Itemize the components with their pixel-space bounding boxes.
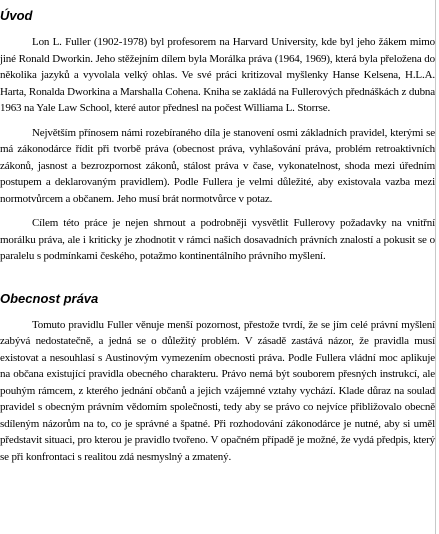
page-edge-divider bbox=[435, 0, 436, 534]
paragraph: Největším přínosem námi rozebíraného díla je stanovení osmi základních pravidel, kterými se má zákonodárce řídit při tvorbě práva (obecnost práva, vyhlašování práva, problém retroaktivních zákonů, jasnost a bezrozpornost zákonů, stálost práva v čase, vykonatelnost, shoda mezi úředním postupem a deklarovaným pravidlem). Podle Fullera je velmi důležité, aby existovala vazba mezi normotvůrcem a občanem. Jeho musí brát normotvůrce v potaz. bbox=[0, 126, 435, 205]
paragraph: Tomuto pravidlu Fuller věnuje menší pozornost, přestože tvrdí, že se jím celé právní myšlení zabývá nedostatečně, a jedná se o důležitý problém. V zásadě zastává názor, že pravidla musí existovat a nesouhlasí s Austinovým vymezením obecnosti práva. Podle Fullera vládní moc aplikuje na občana existující pravidla obecného charakteru. Právo nemá být souborem přesných instrukcí, ale pouhým rámcem, z kterého jednání občanů a jejich vzájemné vztahy vychází. Klade důraz na soulad pravidel s obecným právním vědomím společnosti, tedy aby se právo co nejvíce přibližovalo obecně sdíleným názorům na to, co je správné a špatné. Při rozhodování zákonodárce je nutné, aby si uměl představit situaci, pro kterou je pravidlo tvořeno. V opačném případě je možné, že vydá předpis, který se při konfrontaci s realitou zdá nesmyslný a zmatený. bbox=[0, 318, 435, 463]
paragraph: Cílem této práce je nejen shrnout a podrobněji vysvětlit Fullerovy požadavky na vnitřní morálku práva, ale i kriticky je zhodnotit v rámci našich dosavadních právních znalostí a pokusit se o paralelu s podmínkami českého, potažmo kontinentálního právního myšlení. bbox=[0, 217, 435, 262]
section-heading-obecnost-prava: Obecnost práva bbox=[0, 290, 99, 306]
section-heading-uvod: Úvod bbox=[0, 8, 33, 23]
paragraph: Lon L. Fuller (1902-1978) byl profesorem na Harvard University, kde byl jeho žákem mimo jiné Ronald Dworkin. Jeho stěžejním dílem byla Morálka práva (1964, 1969), která byla přeložena do několika jazyků a vyvolala velký ohlas. Ve své práci kritizoval myšlenky Hanse Kelsena, H.L.A. Harta, Ronalda Dworkina a Marshalla Cohena. Kniha se zakládá na Fullerových přednáškách z dubna 1963 na Yale Law School, které autor přednesl na počest Williama L. Storrse. bbox=[0, 36, 435, 114]
